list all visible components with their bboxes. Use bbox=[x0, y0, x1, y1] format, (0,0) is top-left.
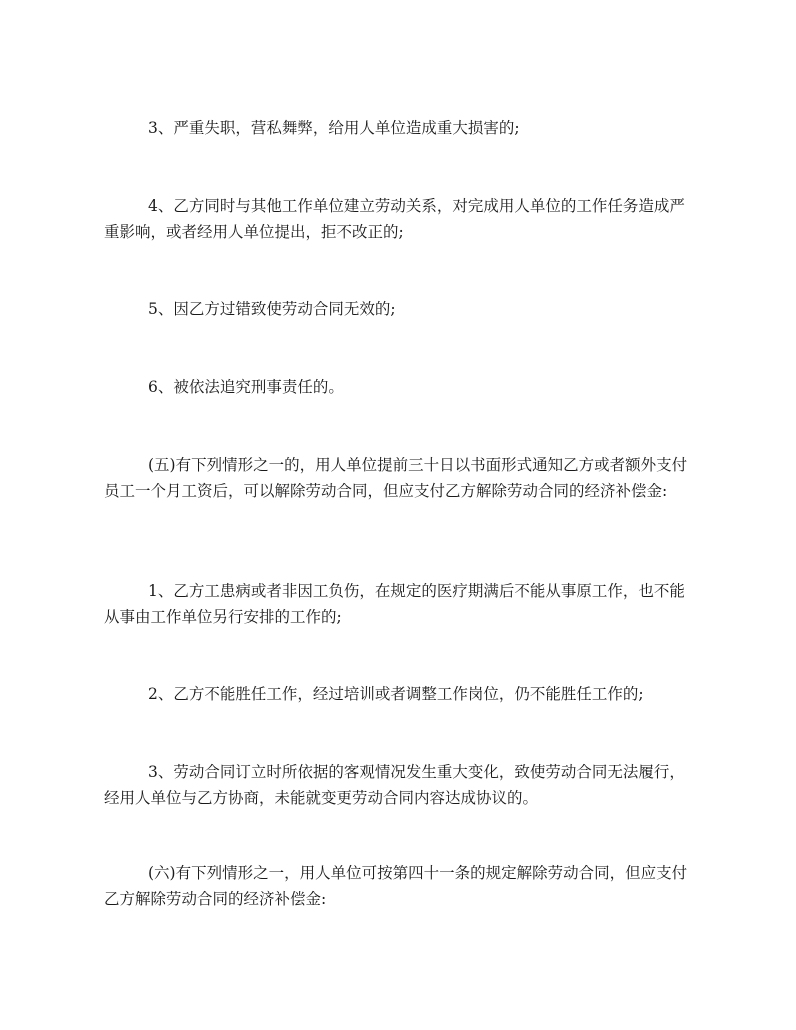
paragraph-clause-5-invalid-contract: 5、因乙方过错致使劳动合同无效的; bbox=[148, 300, 396, 318]
paragraph-clause-1-illness: 1、乙方工患病或者非因工负伤，在规定的医疗期满后不能从事原工作，也不能从事由工作单位另行安排的工作的; bbox=[104, 582, 685, 626]
paragraph-section-5-notice-termination: (五)有下列情形之一的，用人单位提前三十日以书面形式通知乙方或者额外支付员工一个月工资后，可以解除劳动合同，但应支付乙方解除劳动合同的经济补偿金: bbox=[104, 456, 688, 500]
paragraph-clause-4-dual-employment: 4、乙方同时与其他工作单位建立劳动关系，对完成用人单位的工作任务造成严重影响，或者经用人单位提出，拒不改正的; bbox=[104, 197, 685, 241]
paragraph-clause-3-circumstance-change: 3、劳动合同订立时所依据的客观情况发生重大变化，致使劳动合同无法履行，经用人单位与乙方协商，未能就变更劳动合同内容达成协议的。 bbox=[104, 763, 685, 807]
paragraph-section-6-article-41: (六)有下列情形之一，用人单位可按第四十一条的规定解除劳动合同，但应支付乙方解除劳动合同的经济补偿金: bbox=[104, 864, 688, 908]
paragraph-clause-2-incompetence: 2、乙方不能胜任工作，经过培训或者调整工作岗位，仍不能胜任工作的; bbox=[148, 685, 644, 703]
paragraph-clause-3-misconduct: 3、严重失职，营私舞弊，给用人单位造成重大损害的; bbox=[148, 119, 520, 137]
paragraph-clause-6-criminal: 6、被依法追究刑事责任的。 bbox=[148, 378, 344, 396]
